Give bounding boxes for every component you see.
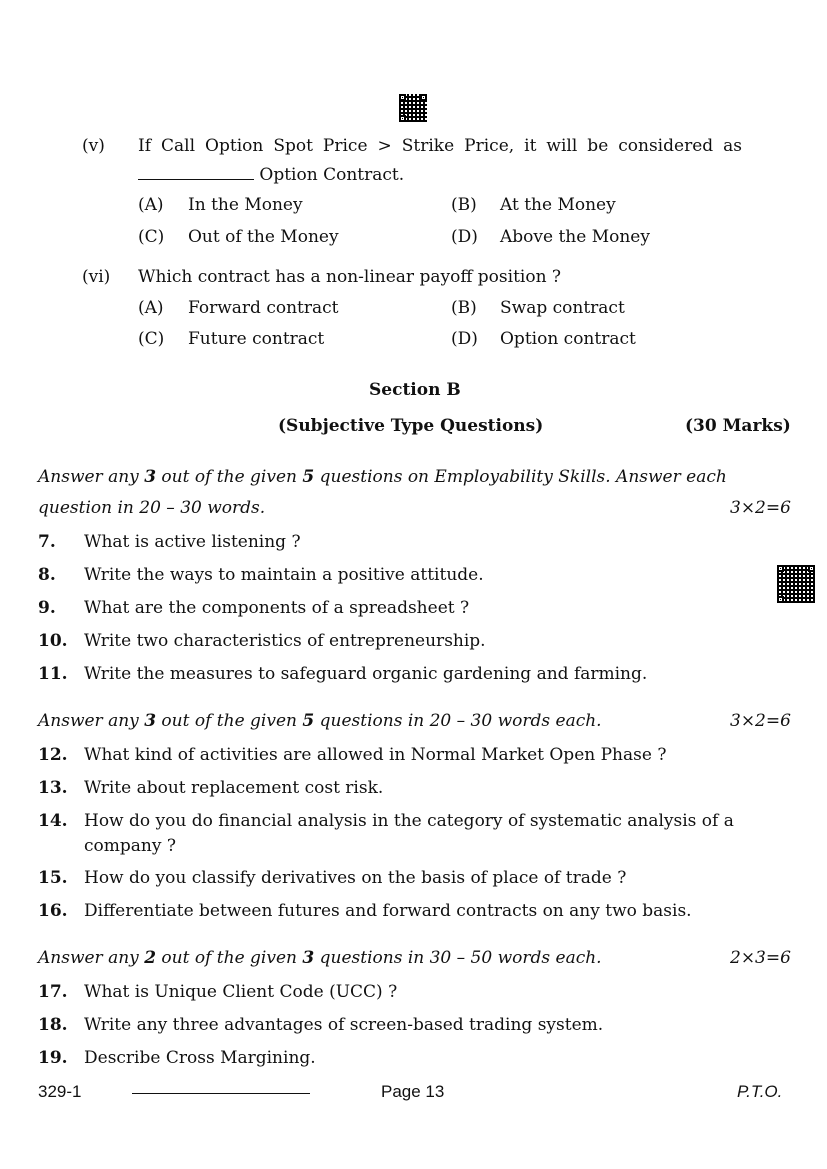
marks-scheme: 3×2=6 bbox=[730, 498, 791, 518]
question-text: Differentiate between futures and forward contracts on any two basis. bbox=[84, 901, 692, 921]
instruction-text: out of the given bbox=[156, 467, 303, 487]
footer-divider bbox=[132, 1093, 310, 1094]
question-text: Write the measures to safeguard organic gardening and farming. bbox=[84, 664, 648, 684]
instruction-count: 2 bbox=[144, 948, 157, 968]
question-text-cont: Option Contract. bbox=[259, 165, 405, 185]
question-text-line2 bbox=[138, 165, 404, 185]
question-text: How do you do financial analysis in the category of systematic analysis of a bbox=[84, 811, 734, 831]
question-number: 10. bbox=[38, 631, 68, 651]
question-text: Write the ways to maintain a positive attitude. bbox=[84, 565, 484, 585]
option-text: Out of the Money bbox=[188, 227, 339, 247]
instruction-text: questions in 20 – 30 words each. bbox=[314, 711, 602, 731]
option-label: (A) bbox=[138, 298, 164, 318]
instruction-count: 3 bbox=[302, 948, 315, 968]
question-number: 8. bbox=[38, 565, 56, 585]
answer-blank bbox=[138, 165, 254, 180]
instruction-count: 5 bbox=[302, 711, 315, 731]
instruction-text: Answer any bbox=[38, 711, 145, 731]
option-label: (D) bbox=[451, 227, 478, 247]
option-text: In the Money bbox=[188, 195, 303, 215]
question-number: 13. bbox=[38, 778, 68, 798]
question-text: How do you classify derivatives on the basis of place of trade ? bbox=[84, 868, 627, 888]
instruction bbox=[38, 467, 727, 487]
instruction-text: out of the given bbox=[156, 948, 303, 968]
instruction-text: Answer any bbox=[38, 467, 145, 487]
instruction-text: questions in 30 – 50 words each. bbox=[314, 948, 602, 968]
option-text: Future contract bbox=[188, 329, 325, 349]
option-text: Above the Money bbox=[500, 227, 650, 247]
option-text: Option contract bbox=[500, 329, 636, 349]
instruction bbox=[38, 711, 602, 731]
question-number: 9. bbox=[38, 598, 56, 618]
option-label: (D) bbox=[451, 329, 478, 349]
question-number: 17. bbox=[38, 982, 68, 1002]
instruction-text: Answer any bbox=[38, 948, 145, 968]
question-number: 19. bbox=[38, 1048, 68, 1068]
page-number: Page 13 bbox=[381, 1082, 445, 1101]
instruction-count: 3 bbox=[144, 711, 157, 731]
question-number: 11. bbox=[38, 664, 68, 684]
question-text: What kind of activities are allowed in Normal Market Open Phase ? bbox=[84, 745, 667, 765]
instruction-text: questions on Employability Skills. Answer each bbox=[314, 467, 727, 487]
question-number: 14. bbox=[38, 811, 68, 831]
marks-scheme: 3×2=6 bbox=[730, 711, 791, 731]
option-label: (C) bbox=[138, 227, 165, 247]
instruction-text: out of the given bbox=[156, 711, 303, 731]
question-text-line2: company ? bbox=[84, 836, 176, 856]
question-text: Write about replacement cost risk. bbox=[84, 778, 384, 798]
question-text: Describe Cross Margining. bbox=[84, 1048, 316, 1068]
question-number: (vi) bbox=[82, 267, 111, 287]
question-text: What is Unique Client Code (UCC) ? bbox=[84, 982, 398, 1002]
question-number: 16. bbox=[38, 901, 68, 921]
question-text: What is active listening ? bbox=[84, 532, 301, 552]
question-text: What are the components of a spreadsheet ? bbox=[84, 598, 470, 618]
question-text: Which contract has a non-linear payoff position ? bbox=[138, 267, 562, 287]
option-text: At the Money bbox=[500, 195, 616, 215]
question-number: 7. bbox=[38, 532, 56, 552]
question-text: If Call Option Spot Price > Strike Price, it will be considered as bbox=[138, 136, 742, 156]
question-number: 12. bbox=[38, 745, 68, 765]
pto-label: P.T.O. bbox=[737, 1082, 783, 1101]
section-subtitle: (Subjective Type Questions) bbox=[278, 416, 544, 436]
qr-code-side bbox=[777, 565, 815, 603]
option-label: (B) bbox=[451, 195, 477, 215]
question-text: Write any three advantages of screen-based trading system. bbox=[84, 1015, 604, 1035]
instruction-count: 5 bbox=[302, 467, 315, 487]
instruction-line2: question in 20 – 30 words. bbox=[38, 498, 266, 518]
instruction-count: 3 bbox=[144, 467, 157, 487]
option-text: Forward contract bbox=[188, 298, 339, 318]
option-text: Swap contract bbox=[500, 298, 625, 318]
question-number: 15. bbox=[38, 868, 68, 888]
option-label: (C) bbox=[138, 329, 165, 349]
option-label: (B) bbox=[451, 298, 477, 318]
option-label: (A) bbox=[138, 195, 164, 215]
instruction bbox=[38, 948, 602, 968]
marks-scheme: 2×3=6 bbox=[730, 948, 791, 968]
qr-code-top bbox=[399, 94, 427, 122]
question-text: Write two characteristics of entrepreneurship. bbox=[84, 631, 486, 651]
paper-code: 329-1 bbox=[38, 1082, 82, 1101]
section-title: Section B bbox=[369, 380, 461, 400]
section-marks: (30 Marks) bbox=[685, 416, 791, 436]
question-number: 18. bbox=[38, 1015, 68, 1035]
question-number: (v) bbox=[82, 136, 105, 156]
